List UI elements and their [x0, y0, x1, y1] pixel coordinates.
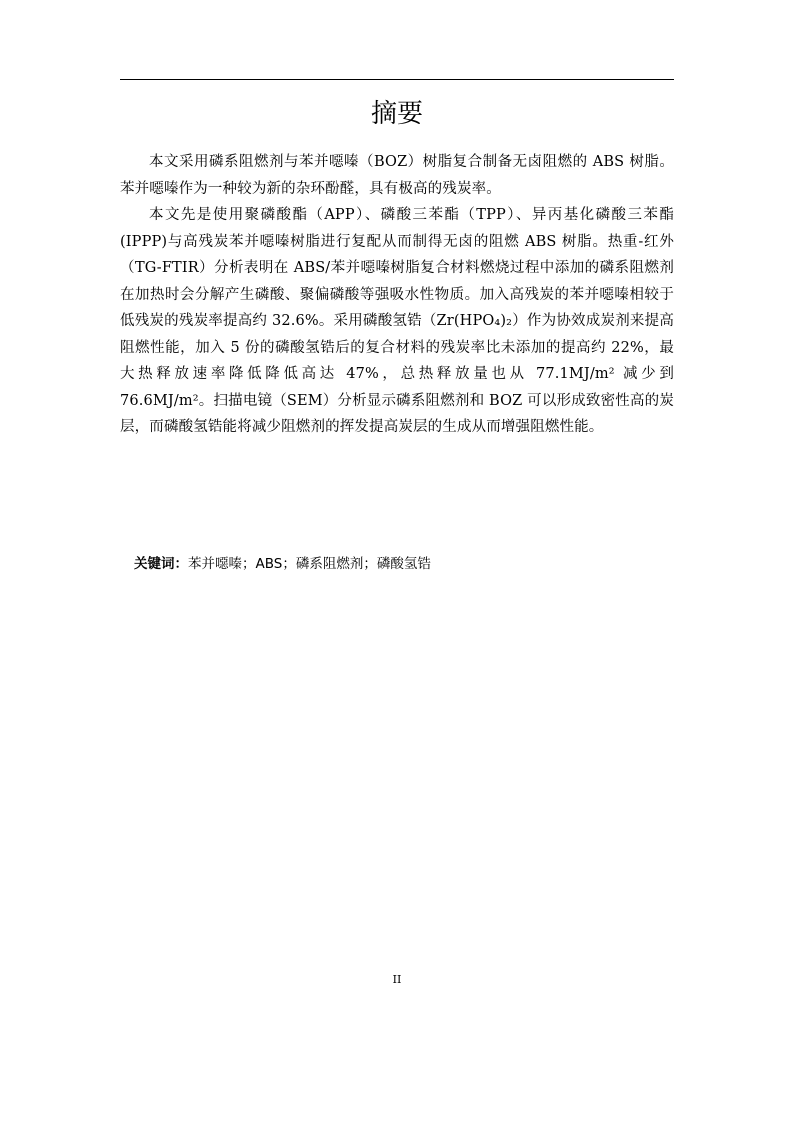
page-number: II [392, 973, 402, 986]
header-rule [120, 79, 674, 80]
page-title: 摘要 [370, 99, 423, 129]
abstract-paragraph-1: 本文采用磷系阻燃剂与苯并噁嗪（BOZ）树脂复合制备无卤阻燃的 ABS 树脂。苯并噁嗪作为一种较为新的杂环酚醛，具有极高的残炭率。 [120, 154, 674, 197]
keywords-label: 关键词： [134, 556, 188, 572]
keywords-line [134, 551, 674, 577]
abstract-body [120, 149, 674, 441]
keywords-text: 苯并噁嗪；ABS；磷系阻燃剂；磷酸氢锆 [188, 556, 431, 572]
abstract-paragraph-2: 本文先是使用聚磷酸酯（APP）、磷酸三苯酯（TPP）、异丙基化磷酸三苯酯(IPPP)与高残炭苯并噁嗪树脂进行复配从而制得无卤的阻燃 ABS 树脂。热重-红外（TG-FTIR）分析表明在 ABS/苯并噁嗪树脂复合材料燃烧过程中添加的磷系阻燃剂在加热时会分解产生磷酸、聚偏磷酸等强吸水性物质。加入高残炭的苯并噁嗪相较于低残炭的残炭率提高约 32.6%。采用磷酸氢锆（Zr(HPO₄)₂）作为协效成炭剂来提高阻燃性能，加入 5 份的磷酸氢锆后的复合材料的残炭率比未添加的提高约 22%，最大热释放速率降低降低高达 47%，总热释放量也从 77.1MJ/m² 减少到 76.6MJ/m²。扫描电镜（SEM）分析显示磷系阻燃剂和 BOZ 可以形成致密性高的炭层，而磷酸氢锆能将减少阻燃剂的挥发提高炭层的生成从而增强阻燃性能。 [120, 207, 674, 435]
